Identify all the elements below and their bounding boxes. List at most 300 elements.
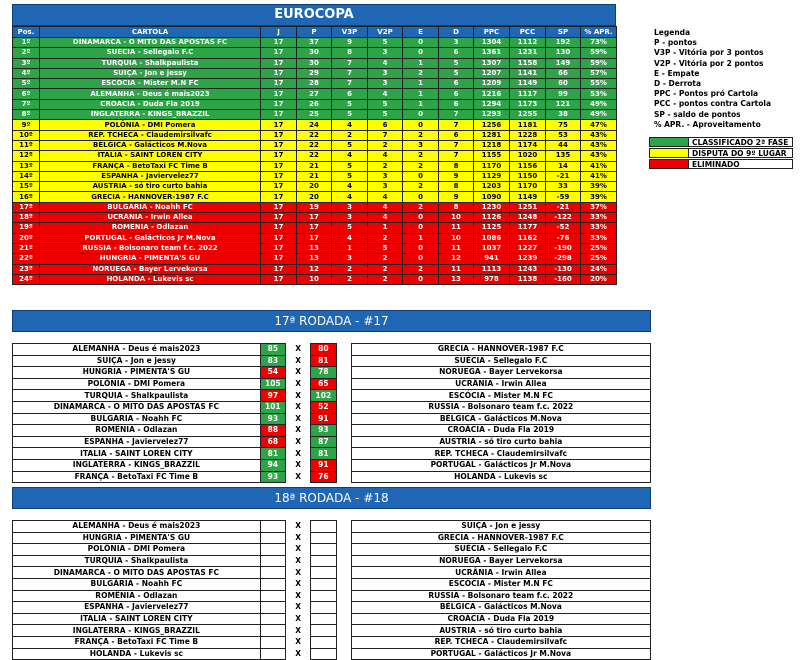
- match-row: [13, 378, 651, 390]
- table-row: [13, 68, 617, 78]
- cell-v3p: 4: [332, 233, 368, 243]
- cell-pcc: 1173: [510, 99, 546, 109]
- cell-team: BULGÁRIA - Noahh FC: [40, 202, 261, 212]
- cell-p: 17: [297, 213, 332, 223]
- cell-p: 25: [297, 110, 332, 120]
- cell-ppc: 941: [474, 254, 510, 264]
- away-team: NORUEGA - Bayer Lervekorsa: [351, 555, 650, 567]
- cell-e: 0: [403, 223, 439, 233]
- column-header: P: [297, 27, 332, 38]
- away-score: [311, 567, 336, 579]
- legend-item: V2P - Vitória por 2 pontos: [654, 58, 764, 68]
- cell-j: 17: [261, 213, 297, 223]
- away-score: [311, 521, 336, 533]
- away-score: 52: [311, 401, 336, 413]
- home-team: BULGÁRIA - Noahh FC: [13, 578, 261, 590]
- home-team: BULGÁRIA - Noahh FC: [13, 413, 261, 425]
- cell-pcc: 1138: [510, 274, 546, 284]
- cell-sp: 53: [546, 130, 581, 140]
- cell-v2p: 6: [368, 120, 403, 130]
- cell-ppc: 1361: [474, 48, 510, 58]
- versus: X: [295, 379, 301, 389]
- table-row: [13, 171, 617, 181]
- cell-pos: 12º: [13, 151, 40, 161]
- legend-key-label: CLASSIFICADO 2ª FASE: [689, 137, 793, 147]
- cell-apr: 25%: [581, 243, 617, 253]
- away-team: PORTUGAL - Galácticos Jr M.Nova: [351, 459, 650, 471]
- cell-ppc: 1307: [474, 58, 510, 68]
- home-team: POLÔNIA - DMI Pomera: [13, 378, 261, 390]
- column-header: V2P: [368, 27, 403, 38]
- table-row: [13, 110, 617, 120]
- cell-p: 29: [297, 68, 332, 78]
- cell-pos: 14º: [13, 171, 40, 181]
- cell-p: 13: [297, 254, 332, 264]
- spacer: [336, 344, 351, 356]
- column-header: Pos.: [13, 27, 40, 38]
- cell-sp: -59: [546, 192, 581, 202]
- away-team: NORUEGA - Bayer Lervekorsa: [351, 367, 650, 379]
- cell-apr: 41%: [581, 161, 617, 171]
- away-team: ESCÓCIA - Mister M.N FC: [351, 578, 650, 590]
- table-row: [13, 130, 617, 140]
- cell-pcc: 1228: [510, 130, 546, 140]
- cell-apr: 43%: [581, 130, 617, 140]
- cell-pcc: 1162: [510, 233, 546, 243]
- cell-pos: 6º: [13, 89, 40, 99]
- home-score: [260, 532, 285, 544]
- spacer: [336, 436, 351, 448]
- cell-j: 17: [261, 68, 297, 78]
- cell-p: 12: [297, 264, 332, 274]
- cell-e: 0: [403, 254, 439, 264]
- cell-pos: 9º: [13, 120, 40, 130]
- cell-p: 21: [297, 161, 332, 171]
- home-score: 93: [260, 413, 285, 425]
- cell-v3p: 4: [332, 192, 368, 202]
- match-row: [13, 390, 651, 402]
- match-row: [13, 567, 651, 579]
- home-score: 85: [260, 344, 285, 356]
- cell-pos: 8º: [13, 110, 40, 120]
- cell-j: 17: [261, 140, 297, 150]
- away-team: AUSTRIA - só tiro curto bahia: [351, 625, 650, 637]
- away-score: [311, 636, 336, 648]
- match-row: [13, 578, 651, 590]
- cell-d: 10: [439, 233, 474, 243]
- cell-v3p: 5: [332, 223, 368, 233]
- cell-v3p: 3: [332, 254, 368, 264]
- home-team: FRANÇA - BetoTaxi FC Time B: [13, 471, 261, 483]
- match-row: [13, 425, 651, 437]
- cell-ppc: 1129: [474, 171, 510, 181]
- cell-pos: 1º: [13, 38, 40, 48]
- away-team: GRECIA - HANNOVER-1987 F.C: [351, 532, 650, 544]
- away-team: REP. TCHECA - Claudemirsilvafc: [351, 636, 650, 648]
- cell-e: 1: [403, 79, 439, 89]
- cell-p: 28: [297, 79, 332, 89]
- cell-sp: -21: [546, 171, 581, 181]
- cell-v2p: 2: [368, 264, 403, 274]
- cell-v2p: 3: [368, 79, 403, 89]
- away-score: [311, 590, 336, 602]
- cell-team: ESPANHA - Javiervelez77: [40, 171, 261, 181]
- cell-e: 0: [403, 38, 439, 48]
- cell-pcc: 1239: [510, 254, 546, 264]
- cell-apr: 53%: [581, 89, 617, 99]
- cell-pos: 16º: [13, 192, 40, 202]
- cell-ppc: 1203: [474, 182, 510, 192]
- cell-ppc: 1293: [474, 110, 510, 120]
- cell-j: 17: [261, 171, 297, 181]
- away-team: BÉLGICA - Galácticos M.Nova: [351, 602, 650, 614]
- cell-pcc: 1020: [510, 151, 546, 161]
- table-row: [13, 192, 617, 202]
- cell-p: 19: [297, 202, 332, 212]
- away-score: 81: [311, 355, 336, 367]
- away-score: 65: [311, 378, 336, 390]
- away-score: 93: [311, 425, 336, 437]
- cell-v2p: 2: [368, 254, 403, 264]
- cell-sp: 75: [546, 120, 581, 130]
- cell-j: 17: [261, 48, 297, 58]
- cell-d: 6: [439, 99, 474, 109]
- cell-apr: 47%: [581, 120, 617, 130]
- cell-ppc: 1256: [474, 120, 510, 130]
- cell-j: 17: [261, 58, 297, 68]
- cell-v2p: 5: [368, 243, 403, 253]
- cell-pos: 4º: [13, 68, 40, 78]
- home-team: TURQUIA - Shalkpaulista: [13, 390, 261, 402]
- cell-pcc: 1112: [510, 38, 546, 48]
- cell-pos: 11º: [13, 140, 40, 150]
- match-row: [13, 471, 651, 483]
- home-score: 88: [260, 425, 285, 437]
- cell-sp: 44: [546, 140, 581, 150]
- cell-d: 6: [439, 89, 474, 99]
- legend-item: E - Empate: [654, 68, 700, 78]
- cell-sp: 149: [546, 58, 581, 68]
- home-score: 68: [260, 436, 285, 448]
- match-row: [13, 436, 651, 448]
- cell-pos: 20º: [13, 233, 40, 243]
- table-row: [13, 48, 617, 58]
- cell-e: 3: [403, 140, 439, 150]
- legend: [654, 28, 771, 130]
- cell-ppc: 1170: [474, 161, 510, 171]
- cell-pcc: 1170: [510, 182, 546, 192]
- cell-j: 17: [261, 202, 297, 212]
- table-row: [13, 120, 617, 130]
- cell-v2p: 4: [368, 89, 403, 99]
- round18-table: [12, 520, 651, 660]
- away-team: REP. TCHECA - Claudemirsilvafc: [351, 448, 650, 460]
- cell-ppc: 1216: [474, 89, 510, 99]
- cell-ppc: 1281: [474, 130, 510, 140]
- match-row: [13, 413, 651, 425]
- home-team: INGLATERRA - KINGS_BRAZZIL: [13, 625, 261, 637]
- legend-item: PPC - Pontos pró Cartola: [654, 89, 759, 99]
- cell-team: POLÔNIA - DMI Pomera: [40, 120, 261, 130]
- cell-team: REP. TCHECA - Claudemirsilvafc: [40, 130, 261, 140]
- versus: X: [295, 614, 301, 624]
- round18-title: 18ª RODADA - #18: [274, 491, 389, 505]
- cell-v3p: 7: [332, 68, 368, 78]
- cell-j: 17: [261, 161, 297, 171]
- cell-j: 17: [261, 233, 297, 243]
- cell-v2p: 2: [368, 274, 403, 284]
- cell-v3p: 7: [332, 58, 368, 68]
- cell-ppc: 1155: [474, 151, 510, 161]
- versus: X: [295, 437, 301, 447]
- table-row: [13, 274, 617, 284]
- versus: X: [295, 344, 301, 354]
- cell-team: INGLATERRA - KINGS_BRAZZIL: [40, 110, 261, 120]
- cell-team: FRANÇA - BetoTaxi FC Time B: [40, 161, 261, 171]
- cell-e: 0: [403, 213, 439, 223]
- table-row: [13, 79, 617, 89]
- cell-pcc: 1227: [510, 243, 546, 253]
- spacer: [336, 578, 351, 590]
- cell-apr: 20%: [581, 274, 617, 284]
- cell-pcc: 1248: [510, 213, 546, 223]
- cell-pcc: 1149: [510, 79, 546, 89]
- cell-pcc: 1181: [510, 120, 546, 130]
- cell-apr: 59%: [581, 48, 617, 58]
- cell-j: 17: [261, 38, 297, 48]
- cell-ppc: 1218: [474, 140, 510, 150]
- legend-key-label: DISPUTA DO 9º LUGAR: [689, 148, 793, 158]
- cell-e: 1: [403, 58, 439, 68]
- cell-v2p: 2: [368, 140, 403, 150]
- cell-sp: 38: [546, 110, 581, 120]
- round17-table: [12, 343, 651, 483]
- cell-ppc: 1207: [474, 68, 510, 78]
- away-team: UCRÂNIA - Irwin Allea: [351, 567, 650, 579]
- cell-v3p: 5: [332, 99, 368, 109]
- cell-d: 7: [439, 120, 474, 130]
- cell-pcc: 1231: [510, 48, 546, 58]
- cell-v2p: 2: [368, 233, 403, 243]
- cell-d: 9: [439, 192, 474, 202]
- match-row: [13, 590, 651, 602]
- spacer: [336, 425, 351, 437]
- table-title-bar: [12, 4, 616, 26]
- home-team: ESPANHA - Javiervelez77: [13, 602, 261, 614]
- legend-item: P - pontos: [654, 38, 697, 48]
- match-row: [13, 532, 651, 544]
- cell-ppc: 1230: [474, 202, 510, 212]
- table-row: [13, 89, 617, 99]
- cell-team: RUSSIA - Bolsonaro team f.c. 2022: [40, 243, 261, 253]
- away-team: BÉLGICA - Galácticos M.Nova: [351, 413, 650, 425]
- legend-item: SP - saldo de pontos: [654, 109, 741, 119]
- cell-apr: 43%: [581, 140, 617, 150]
- cell-e: 0: [403, 120, 439, 130]
- cell-apr: 49%: [581, 110, 617, 120]
- cell-e: 0: [403, 192, 439, 202]
- cell-sp: -130: [546, 264, 581, 274]
- cell-d: 3: [439, 38, 474, 48]
- table-row: [13, 254, 617, 264]
- cell-pos: 15º: [13, 182, 40, 192]
- cell-d: 13: [439, 274, 474, 284]
- away-score: [311, 602, 336, 614]
- spacer: [336, 602, 351, 614]
- cell-pcc: 1150: [510, 171, 546, 181]
- cell-j: 17: [261, 223, 297, 233]
- cell-team: ROMÊNIA - Odlazan: [40, 223, 261, 233]
- column-header: D: [439, 27, 474, 38]
- spacer: [336, 390, 351, 402]
- round17-title: 17ª RODADA - #17: [274, 314, 389, 328]
- table-row: [13, 264, 617, 274]
- cell-v3p: 5: [332, 161, 368, 171]
- versus: X: [295, 579, 301, 589]
- home-score: 81: [260, 448, 285, 460]
- cell-v2p: 4: [368, 58, 403, 68]
- cell-pos: 24º: [13, 274, 40, 284]
- cell-e: 2: [403, 161, 439, 171]
- cell-pcc: 1255: [510, 110, 546, 120]
- spacer: [336, 448, 351, 460]
- cell-j: 17: [261, 89, 297, 99]
- cell-apr: 73%: [581, 38, 617, 48]
- round17-title-bar: [12, 310, 651, 332]
- home-team: SUIÇA - Jon e jessy: [13, 355, 261, 367]
- cell-pos: 3º: [13, 58, 40, 68]
- column-header: E: [403, 27, 439, 38]
- cell-pos: 17º: [13, 202, 40, 212]
- cell-e: 2: [403, 130, 439, 140]
- cell-apr: 59%: [581, 58, 617, 68]
- versus: X: [295, 402, 301, 412]
- home-team: ESPANHA - Javiervelez77: [13, 436, 261, 448]
- cell-sp: -52: [546, 223, 581, 233]
- table-row: [13, 223, 617, 233]
- table-row: [13, 243, 617, 253]
- cell-v3p: 5: [332, 110, 368, 120]
- home-score: [260, 555, 285, 567]
- table-row: [13, 99, 617, 109]
- legend-swatch: [649, 159, 689, 169]
- table-row: [13, 140, 617, 150]
- cell-p: 21: [297, 171, 332, 181]
- cell-p: 17: [297, 233, 332, 243]
- away-score: 102: [311, 390, 336, 402]
- spacer: [336, 625, 351, 637]
- cell-p: 13: [297, 243, 332, 253]
- home-team: ROMÊNIA - Odlazan: [13, 590, 261, 602]
- cell-apr: 57%: [581, 68, 617, 78]
- home-score: 94: [260, 459, 285, 471]
- cell-j: 17: [261, 274, 297, 284]
- cell-team: CROÁCIA - Duda Fla 2019: [40, 99, 261, 109]
- cell-p: 37: [297, 38, 332, 48]
- cell-v2p: 3: [368, 171, 403, 181]
- away-team: SUÉCIA - Sellegalo F.C: [351, 544, 650, 556]
- cell-p: 27: [297, 89, 332, 99]
- cell-e: 0: [403, 274, 439, 284]
- cell-apr: 25%: [581, 254, 617, 264]
- column-header: J: [261, 27, 297, 38]
- versus: X: [295, 448, 301, 458]
- cell-v3p: 5: [332, 171, 368, 181]
- cell-pcc: 1117: [510, 89, 546, 99]
- cell-sp: 192: [546, 38, 581, 48]
- legend-item: D - Derrota: [654, 79, 702, 89]
- cell-sp: -160: [546, 274, 581, 284]
- cell-pos: 19º: [13, 223, 40, 233]
- cell-sp: 33: [546, 182, 581, 192]
- away-score: 76: [311, 471, 336, 483]
- spacer: [336, 471, 351, 483]
- cell-v3p: 9: [332, 38, 368, 48]
- cell-sp: -298: [546, 254, 581, 264]
- cell-p: 22: [297, 151, 332, 161]
- table-header-row: [13, 27, 617, 38]
- cell-v2p: 1: [368, 223, 403, 233]
- home-team: ROMÊNIA - Odlazan: [13, 425, 261, 437]
- cell-sp: 60: [546, 79, 581, 89]
- cell-e: 0: [403, 243, 439, 253]
- cell-pos: 21º: [13, 243, 40, 253]
- cell-team: UCRÂNIA - Irwin Allea: [40, 213, 261, 223]
- away-team: GRECIA - HANNOVER-1987 F.C: [351, 344, 650, 356]
- home-team: DINAMARCA - O MITO DAS APOSTAS FC: [13, 401, 261, 413]
- match-row: [13, 625, 651, 637]
- cell-team: NORUEGA - Bayer Lervekorsa: [40, 264, 261, 274]
- spacer: [336, 521, 351, 533]
- cell-j: 17: [261, 120, 297, 130]
- cell-apr: 39%: [581, 182, 617, 192]
- spacer: [336, 378, 351, 390]
- cell-j: 17: [261, 110, 297, 120]
- cell-v2p: 3: [368, 48, 403, 58]
- legend-item: V3P - Vitória por 3 pontos: [654, 48, 764, 58]
- cell-pcc: 1141: [510, 68, 546, 78]
- spacer: [336, 532, 351, 544]
- cell-v2p: 4: [368, 192, 403, 202]
- home-score: [260, 590, 285, 602]
- cell-ppc: 1113: [474, 264, 510, 274]
- cell-p: 22: [297, 130, 332, 140]
- away-score: [311, 532, 336, 544]
- cell-v3p: 8: [332, 48, 368, 58]
- home-score: 97: [260, 390, 285, 402]
- versus: X: [295, 648, 301, 658]
- legend-swatch: [649, 148, 689, 158]
- versus: X: [295, 532, 301, 542]
- match-row: [13, 602, 651, 614]
- away-score: [311, 613, 336, 625]
- column-header: V3P: [332, 27, 368, 38]
- column-header: SP: [546, 27, 581, 38]
- versus: X: [295, 544, 301, 554]
- cell-d: 11: [439, 264, 474, 274]
- spacer: [336, 459, 351, 471]
- cell-apr: 55%: [581, 79, 617, 89]
- versus: X: [295, 425, 301, 435]
- home-team: POLÔNIA - DMI Pomera: [13, 544, 261, 556]
- home-team: ALEMANHA - Deus é mais2023: [13, 521, 261, 533]
- cell-ppc: 1090: [474, 192, 510, 202]
- cell-j: 17: [261, 254, 297, 264]
- cell-team: ESCÓCIA - Mister M.N FC: [40, 79, 261, 89]
- home-score: [260, 613, 285, 625]
- away-team: UCRÂNIA - Irwin Allea: [351, 378, 650, 390]
- cell-pos: 23º: [13, 264, 40, 274]
